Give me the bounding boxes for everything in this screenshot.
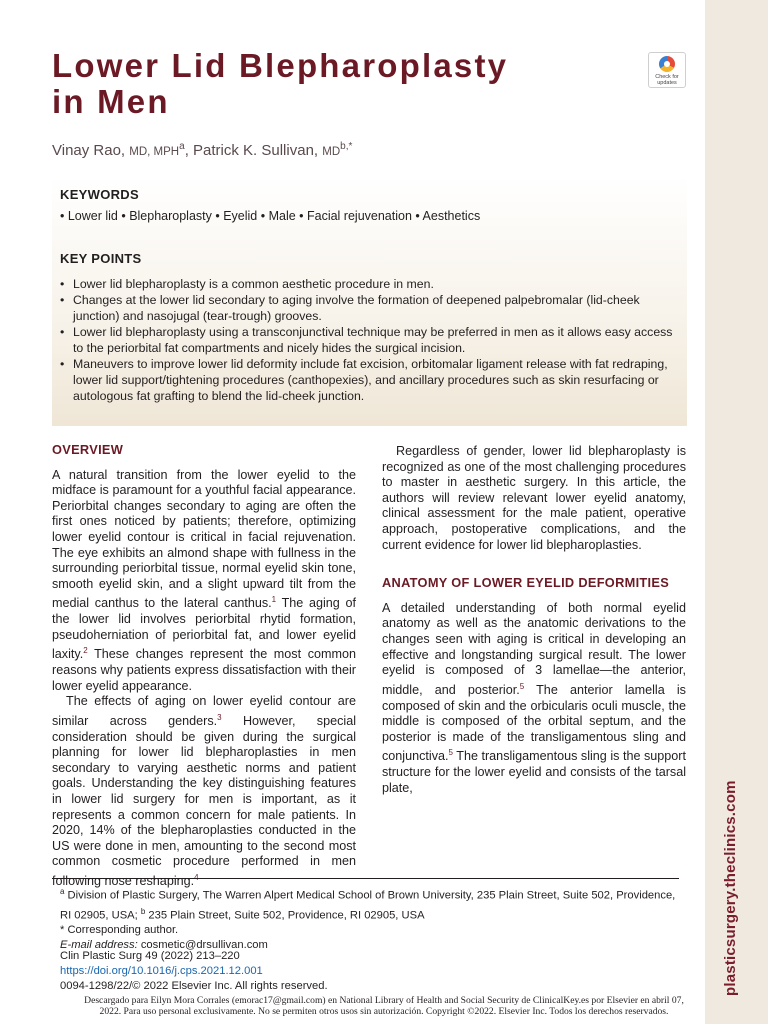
body-column-right [382, 444, 686, 796]
citation-link[interactable]: 4 [194, 873, 199, 882]
key-point-item: • Changes at the lower lid secondary to aging involve the formation of deepened palpebromalar (lid-cheek junction) and nasojugal (tear-trough) grooves. [60, 292, 680, 324]
journal-info [60, 949, 328, 994]
doi-link[interactable]: https://doi.org/10.1016/j.cps.2021.12.001 [60, 965, 263, 977]
crossmark-icon [659, 56, 675, 72]
paragraph: A detailed understanding of both normal eyelid anatomy as well as the anatomic derivations to the changes seen with aging is critical in developing an effective and longstanding surgical result. The lower eyelid is composed of 3 lamellae—the anterior, middle, and posterior.$^5$ The anterior lamella is composed of skin and the orbicularis oculi muscle, the middle is composed of the orbital septum, and the posterior is made of the transligamentous sling and conjunctiva.$^5$ The transligamentous sling is the support structure for the lower eyelid and consists of the tarsal plate, [382, 600, 686, 795]
title-line-1: Lower Lid Blepharoplasty [52, 47, 509, 84]
key-point-item: • Lower lid blepharoplasty using a transconjunctival technique may be preferred in men as it allows easy access to the periorbital fat compartments and nicely hides the surgical incision. [60, 324, 680, 356]
author-name: Patrick K. Sullivan, [193, 142, 323, 159]
title-line-2: in Men [52, 83, 170, 120]
affiliations: $^a$ Division of Plastic Surgery, The Warren Alpert Medical School of Brown University, 235 Plain Street, Suite 502, Providence, RI 02905, USA; $^b$ 235 Plain Street, Suite 502, Providence, RI 02905, USA [60, 887, 676, 922]
paragraph: Regardless of gender, lower lid blepharoplasty is recognized as one of the most challenging procedures to master in aesthetic surgery. In this article, the authors will review relevant lower eyelid anatomy, clinical assessment for the male patient, operative approach, postoperative complications, and the current evidence for lower lid blepharoplasties. [382, 444, 686, 552]
journal-url[interactable]: plasticsurgery.theclinics.com [722, 780, 739, 996]
paragraph: The effects of aging on lower eyelid contour are similar across genders.$^3$ However, special consideration should be given during the surgical planning for lower lid blepharoplasties in men secondary to varying aesthetic norms and patient goals. Understanding the key distinguishing features in lower lid surgery for men is important, as it represents a common concern for male patients. In 2020, 14% of the blepharoplasties conducted in the US were done in men, amounting to the second most common cosmetic procedure performed in men following nose reshaping.$^4$ [52, 694, 357, 889]
affiliation-mark: a [179, 141, 185, 152]
email-line: E-mail address: cosmetic@drsullivan.com [60, 939, 268, 952]
citation-link[interactable]: 5 [519, 681, 525, 691]
copyright: 0094-1298/22/© 2022 Elsevier Inc. All rights reserved. [60, 980, 328, 992]
citation-link[interactable]: 5 [448, 748, 453, 758]
key-points-list [60, 276, 680, 404]
footnote-divider [52, 878, 679, 879]
section-heading-anatomy: ANATOMY OF LOWER EYELID DEFORMITIES [382, 575, 670, 591]
author-list: Vinay Rao, MD, MPH$^a$, Patrick K. Sullivan, $MD^{b,*}$ [52, 141, 353, 159]
section-heading-overview: OVERVIEW [52, 442, 124, 457]
citation-link[interactable]: 3 [217, 712, 222, 722]
author-degrees: MD, MPH [129, 146, 180, 158]
author-degrees: MD [322, 146, 341, 158]
check-updates-label: Check for updates [655, 74, 679, 86]
keywords-heading: KEYWORDS [60, 187, 139, 202]
corresponding-author: * Corresponding author. [60, 924, 179, 937]
paragraph: A natural transition from the lower eyelid to the midface is paramount for a youthful facial appearance. Periorbital changes secondary to aging are often the first ones noticed by patients; therefore, optimizing lower eyelid contour is critical in facial rejuvenation. The eye exhibits an almond shape with fullness in the surrounding periorbital tissue, normal eyelid skin tone, smooth eyelid skin, and a slight upward tilt from the medial canthus to the lateral canthus.$^1$ The aging of the lower lid involves periorbital rhytid formation, pseudoherniation of periorbital fat, and lower eyelid laxity.$^2$ These changes represent the most common reasons why patients express dissatisfaction with their lower eyelid appearance. [52, 467, 356, 693]
key-points-heading: KEY POINTS [60, 251, 142, 266]
key-point-item: • Maneuvers to improve lower lid deformity include fat excision, orbitomalar ligament release with fat redraping, lower lid support/tightening procedures (canthopexies), and ancillary procedures such as skin resurfacing or autologous fat grafting to blend the lid-cheek junction. [60, 356, 680, 404]
keywords-list: • Lower lid • Blepharoplasty • Eyelid • Male • Facial rejuvenation • Aesthetics [60, 209, 481, 223]
article-title [52, 48, 508, 120]
author-name: Vinay Rao, [52, 142, 130, 159]
affiliation-mark: b,* [340, 141, 353, 152]
body-column-left [52, 442, 356, 890]
citation-link[interactable]: 2 [83, 646, 88, 656]
footnotes [60, 884, 680, 953]
download-notice: Descargado para Eilyn Mora Corrales (emorac17@gmail.com) en National Library of Health and Social Security de ClinicalKey.es por Elsevier en abril 07, 2022. Para uso personal exclusivamente. No se permiten otros usos sin autorización. Copyright ©2022. Elsevier Inc. Todos los derechos reservados. [84, 995, 684, 1017]
check-for-updates-button[interactable] [648, 52, 686, 88]
citation-link[interactable]: 1 [271, 595, 277, 605]
key-point-item: • Lower lid blepharoplasty is a common aesthetic procedure in men. [60, 276, 680, 292]
citation: Clin Plastic Surg 49 (2022) 213–220 [60, 950, 240, 962]
email-link[interactable]: cosmetic@drsullivan.com [137, 939, 268, 952]
